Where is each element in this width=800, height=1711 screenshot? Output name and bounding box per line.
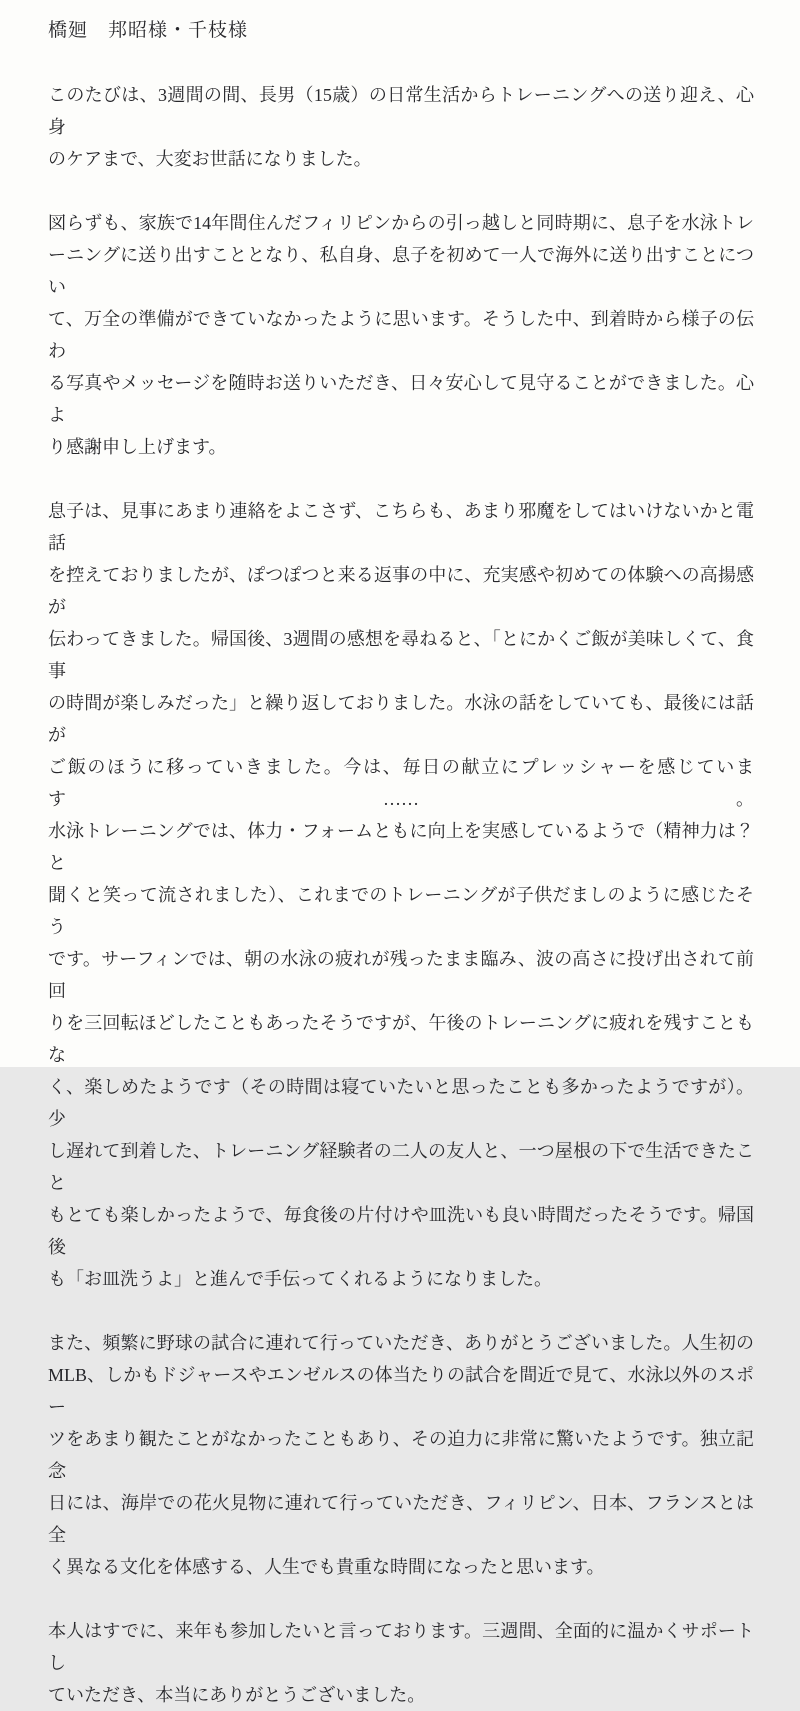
- letter-line: も「お皿洗うよ」と進んで手伝ってくれるようになりました。: [48, 1269, 552, 1289]
- letter-line: く、楽しめたようです（その時間は寝ていたいと思ったことも多かったようですが）。少: [48, 1077, 754, 1129]
- letter-line: り感謝申し上げます。: [48, 437, 227, 457]
- letter-line: 息子は、見事にあまり連絡をよこさず、こちらも、あまり邪魔をしてはいけないかと電話: [48, 501, 754, 553]
- letter-line: 水泳トレーニングでは、体力・フォームともに向上を実感しているようで（精神力は？と: [48, 821, 754, 873]
- letter-line: ツをあまり観たことがなかったこともあり、その迫力に非常に驚いたようです。独立記念: [48, 1429, 754, 1481]
- letter-line: もとても楽しかったようで、毎食後の片付けや皿洗いも良い時間だったそうです。帰国後: [48, 1205, 754, 1257]
- letter-line: 伝わってきました。帰国後、3週間の感想を尋ねると、「とにかくご飯が美味しくて、食事: [48, 629, 754, 681]
- letter-line: MLB、しかもドジャースやエンゼルスの体当たりの試合を間近で見て、水泳以外のスポー: [48, 1365, 754, 1417]
- letter-line: のケアまで、大変お世話になりました。: [48, 149, 372, 169]
- letter-line: の時間が楽しみだった」と繰り返しておりました。水泳の話をしていても、最後には話が: [48, 693, 754, 745]
- letter-line: ーニングに送り出すこととなり、私自身、息子を初めて一人で海外に送り出すことについ: [48, 245, 754, 297]
- letter-line: 聞くと笑って流されました）、これまでのトレーニングが子供だましのように感じたそう: [48, 885, 754, 937]
- letter-line: ご飯のほうに移っていきました。今は、毎日の献立にプレッシャーを感じています……。: [48, 757, 754, 809]
- letter-line: 日には、海岸での花火見物に連れて行っていただき、フィリピン、日本、フランスとは全: [48, 1493, 754, 1545]
- letter-paragraph: [48, 1327, 754, 1583]
- letter-paragraph: [48, 495, 754, 1295]
- letter-line: また、頻繁に野球の試合に連れて行っていただき、ありがとうございました。人生初の: [48, 1333, 754, 1353]
- letter-paragraph: [48, 79, 754, 175]
- letter-body: [48, 79, 754, 1711]
- letter-line: ていただき、本当にありがとうございました。: [48, 1685, 426, 1705]
- letter-line: く異なる文化を体感する、人生でも貴重な時間になったと思います。: [48, 1557, 605, 1577]
- letter-line: し遅れて到着した、トレーニング経験者の二人の友人と、一つ屋根の下で生活できたこと: [48, 1141, 754, 1193]
- letter-paragraph: [48, 1615, 754, 1711]
- recipient-line: 橋廻 邦昭様・千枝様: [48, 20, 249, 41]
- letter-line: 本人はすでに、来年も参加したいと言っております。三週間、全面的に温かくサポートし: [48, 1621, 754, 1673]
- letter-paragraph: [48, 207, 754, 463]
- letter-line: る写真やメッセージを随時お送りいただき、日々安心して見守ることができました。心よ: [48, 373, 754, 425]
- letter-line: を控えておりましたが、ぽつぽつと来る返事の中に、充実感や初めての体験への高揚感が: [48, 565, 754, 617]
- letter-line: 図らずも、家族で14年間住んだフィリピンからの引っ越しと同時期に、息子を水泳トレ: [48, 213, 754, 233]
- letter-line: て、万全の準備ができていなかったように思います。そうした中、到着時から様子の伝わ: [48, 309, 754, 361]
- letter-line: です。サーフィンでは、朝の水泳の疲れが残ったまま臨み、波の高さに投げ出されて前回: [48, 949, 754, 1001]
- letter-line: りを三回転ほどしたこともあったそうですが、午後のトレーニングに疲れを残すこともな: [48, 1013, 754, 1065]
- letter-line: このたびは、3週間の間、長男（15歳）の日常生活からトレーニングへの送り迎え、心身: [48, 85, 754, 137]
